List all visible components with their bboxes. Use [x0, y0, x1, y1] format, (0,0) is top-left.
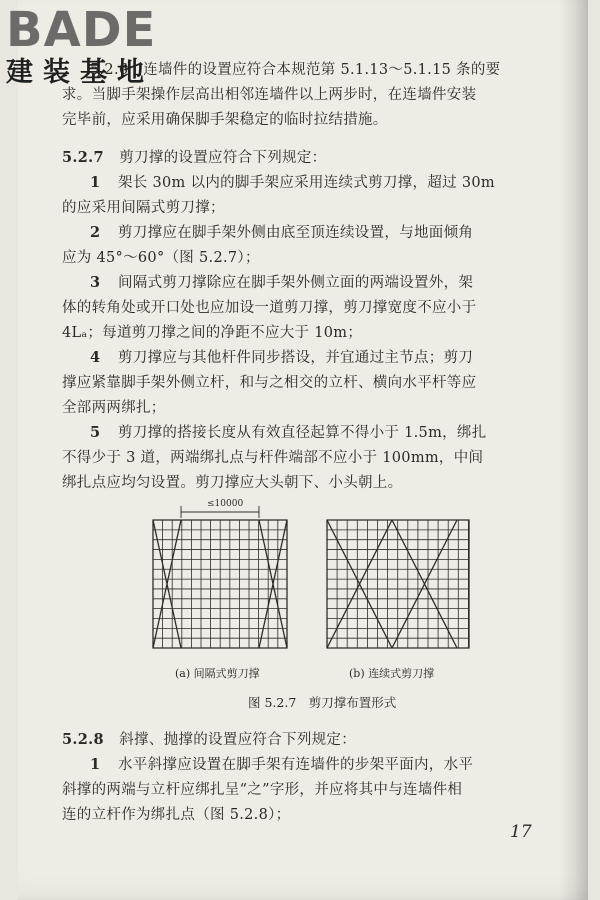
item-3-line-2: 体的转角处或开口处也应加设一道剪刀撑，剪刀撑宽度不应小于: [62, 300, 477, 316]
item-1-number: 1: [90, 174, 101, 191]
dimension-label: ≤10000: [207, 499, 244, 509]
item-1-line-1: 架长 30m 以内的脚手架应采用连续式剪刀撑，超过 30m: [118, 175, 495, 191]
figure-5-2-7: [147, 490, 473, 684]
item-4-line-2: 撑应紧靠脚手架外侧立杆，和与之相交的立杆、横向水平杆等应: [62, 375, 477, 391]
item-1-line-2: 的应采用间隔式剪刀撑；: [62, 200, 225, 216]
item-5-line-3: 绑扎点应均匀设置。剪刀撑应大头朝下、小头朝上。: [62, 475, 403, 491]
item-4-line-1: 剪刀撑应与其他杆件同步搭设，并宜通过主节点；剪刀: [118, 350, 474, 366]
item-3-line-3: 4Lₐ；每道剪刀撑之间的净距不应大于 10m；: [62, 325, 363, 341]
section-number: 5.2.7: [62, 149, 104, 166]
item-5-number: 5: [90, 424, 101, 441]
section-title: 斜撑、抛撑的设置应符合下列规定：: [119, 732, 357, 748]
page-spine-shadow: [558, 0, 588, 900]
scissor-brace-diagrams: [147, 490, 473, 662]
brace-a-right: [259, 520, 287, 648]
section-5-2-7-heading: [62, 148, 326, 168]
item-5-line-2: 不得少于 3 道，两端绑扎点与杆件端部不应小于 100mm，中间: [62, 450, 484, 466]
item-1-number: 1: [90, 756, 101, 773]
section-number: 5.2.8: [62, 731, 104, 748]
section-5-2-8: [62, 730, 532, 830]
intro-line-3: 完毕前，应采用确保脚手架稳定的临时拉结措施。: [62, 112, 388, 128]
item-3-number: 3: [90, 274, 101, 291]
section-5-2-8-heading: [62, 730, 356, 750]
item-3-line-1: 间隔式剪刀撑除应在脚手架外侧立面的两端设置外，架: [118, 275, 474, 291]
logo-brand-text: [6, 2, 156, 58]
item-1-line-3: 连的立杆作为绑扎点（图 5.2.8）；: [62, 807, 291, 823]
item-1-line-1: 水平斜撑应设置在脚手架有连墙件的步架平面内，水平: [118, 757, 474, 773]
diagram-b-continuous: [327, 520, 469, 648]
logo-subtitle: 建装基地: [6, 57, 154, 88]
logo-brand-prefix: BADE: [6, 2, 157, 58]
figure-caption-a: (a) 间隔式剪刀撑: [175, 667, 260, 680]
item-2-line-1: 剪刀撑应在脚手架外侧由底至顶连续设置，与地面倾角: [118, 225, 474, 241]
section-5-2-7: [62, 148, 532, 491]
intro-paragraph: [62, 60, 532, 140]
item-4-line-3: 全部两两绑扎；: [62, 400, 166, 416]
item-5-line-1: 剪刀撑的搭接长度从有效直径起算不得小于 1.5m，绑扎: [118, 425, 487, 441]
intro-line-2: 求。当脚手架操作层高出相邻连墙件以上两步时，在连墙件安装: [62, 87, 477, 103]
item-4-number: 4: [90, 349, 101, 366]
section-title: 剪刀撑的设置应符合下列规定：: [119, 150, 327, 166]
diagram-a-intermittent: [153, 499, 287, 648]
figure-title: 图 5.2.7 剪刀撑布置形式: [248, 695, 397, 710]
page-number: 17: [510, 822, 532, 842]
item-1-line-2: 斜撑的两端与立杆应绑扎呈“之”字形，并应将其中与连墙件相: [62, 782, 463, 798]
figure-caption-b: (b) 连续式剪刀撑: [349, 667, 435, 680]
item-2-number: 2: [90, 224, 101, 241]
intro-line-1: 5.2.6 连墙件的设置应符合本规范第 5.1.13～5.1.15 条的要: [90, 62, 501, 78]
brace-a-left: [153, 520, 181, 648]
item-2-line-2: 应为 45°～60°（图 5.2.7）；: [62, 250, 260, 266]
brace-b-continuous: [327, 520, 457, 648]
